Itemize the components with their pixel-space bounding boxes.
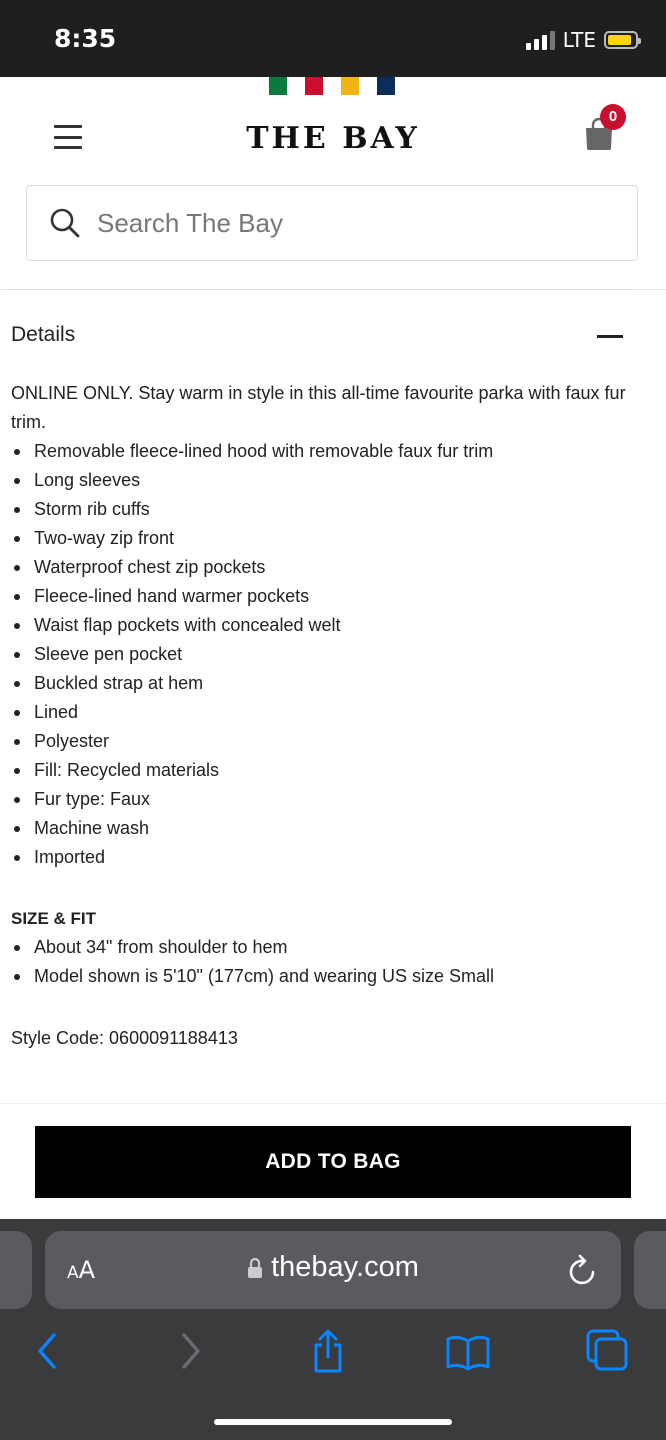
share-icon[interactable] <box>304 1329 352 1373</box>
cart-count-badge: 0 <box>600 104 626 130</box>
feature-item: Imported <box>11 843 631 872</box>
feature-item: Storm rib cuffs <box>11 495 631 524</box>
search-box[interactable] <box>26 185 638 261</box>
feature-item: Fleece-lined hand warmer pockets <box>11 582 631 611</box>
reload-icon[interactable] <box>567 1253 599 1287</box>
next-tab-preview[interactable] <box>634 1231 666 1309</box>
status-bar <box>0 0 666 77</box>
stripe-green <box>269 77 287 95</box>
feature-item: Sleeve pen pocket <box>11 640 631 669</box>
section-divider <box>12 289 629 290</box>
details-accordion-header[interactable] <box>11 323 623 353</box>
search-input[interactable] <box>95 207 579 240</box>
address-bar[interactable] <box>45 1231 621 1309</box>
feature-item: Long sleeves <box>11 466 631 495</box>
bookmarks-icon[interactable] <box>444 1329 492 1373</box>
add-to-bag-button[interactable]: ADD TO BAG <box>35 1126 631 1198</box>
style-code: Style Code: 0600091188413 <box>11 1028 238 1048</box>
product-details-section <box>0 289 666 1048</box>
home-indicator <box>214 1419 452 1425</box>
size-fit-list <box>11 933 631 991</box>
lock-icon <box>247 1257 263 1279</box>
aa-small-glyph: A <box>67 1263 79 1283</box>
feature-item: Buckled strap at hem <box>11 669 631 698</box>
size-fit-title: SIZE & FIT <box>11 909 96 928</box>
site-logo[interactable]: THE BAY <box>246 121 420 156</box>
forward-icon[interactable] <box>166 1329 214 1373</box>
site-header <box>0 77 666 290</box>
browser-chrome <box>0 1219 666 1440</box>
search-icon <box>49 207 81 239</box>
feature-item: Waist flap pockets with concealed welt <box>11 611 631 640</box>
stripe-red <box>305 77 323 95</box>
brand-stripes <box>269 77 395 95</box>
url-text: thebay.com <box>271 1251 419 1283</box>
details-title: Details <box>11 323 76 346</box>
browser-toolbar <box>0 1329 666 1379</box>
stripe-navy <box>377 77 395 95</box>
feature-item: Fur type: Faux <box>11 785 631 814</box>
feature-item: Polyester <box>11 727 631 756</box>
feature-item: Waterproof chest zip pockets <box>11 553 631 582</box>
collapse-icon[interactable] <box>597 335 623 338</box>
size-fit-item: About 34" from shoulder to hem <box>11 933 631 962</box>
url-display[interactable] <box>45 1251 621 1284</box>
size-fit-item: Model shown is 5'10" (177cm) and wearing US size Small <box>11 962 631 991</box>
feature-item: Fill: Recycled materials <box>11 756 631 785</box>
battery-icon <box>604 31 638 49</box>
feature-list <box>11 437 631 872</box>
feature-item: Lined <box>11 698 631 727</box>
signal-icon <box>526 30 555 50</box>
network-type: LTE <box>562 28 596 52</box>
shopping-bag-button[interactable] <box>584 108 618 153</box>
feature-item: Two-way zip front <box>11 524 631 553</box>
add-to-bag-bar <box>0 1103 666 1220</box>
feature-item: Machine wash <box>11 814 631 843</box>
details-body <box>11 379 631 1053</box>
back-icon[interactable] <box>24 1329 72 1373</box>
details-intro: ONLINE ONLY. Stay warm in style in this all-time favourite parka with faux fur trim. <box>11 383 626 432</box>
aa-large-glyph: A <box>78 1256 96 1284</box>
tabs-icon[interactable] <box>584 1329 632 1373</box>
stripe-yellow <box>341 77 359 95</box>
feature-item: Removable fleece-lined hood with removable faux fur trim <box>11 437 631 466</box>
status-indicators <box>526 28 638 52</box>
status-time: 8:35 <box>54 24 117 53</box>
previous-tab-preview[interactable] <box>0 1231 32 1309</box>
